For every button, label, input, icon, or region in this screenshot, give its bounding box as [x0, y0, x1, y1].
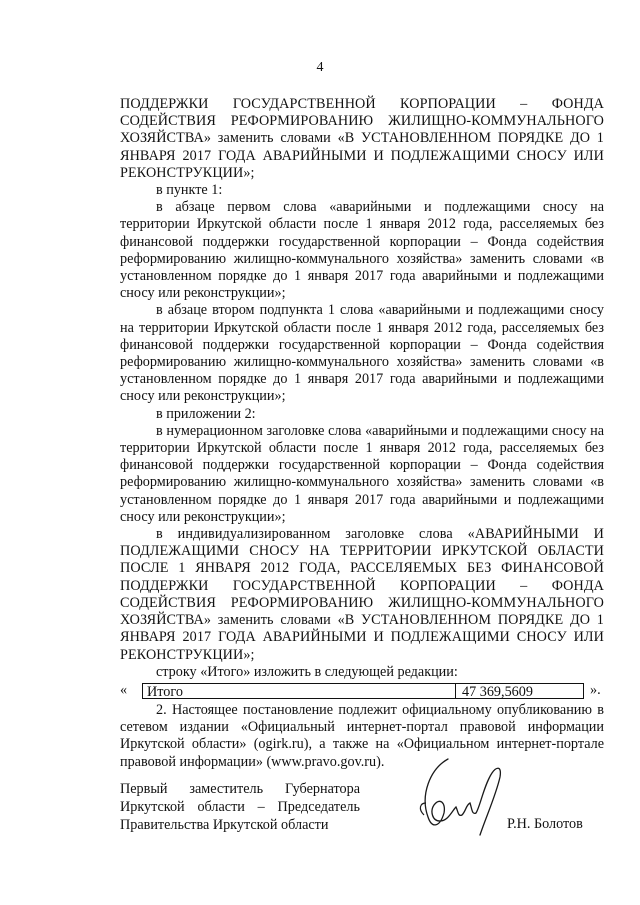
paragraph-total-row-intro: строку «Итого» изложить в следующей редакции: [156, 663, 458, 680]
total-row-close-quote: ». [590, 682, 601, 699]
handwritten-signature [400, 755, 520, 845]
signatory-word: Председатель [277, 799, 360, 815]
paragraph-individual-header: в индивидуализированном заголовке слова «АВАРИЙНЫМИ И ПОДЛЕЖАЩИМИ СНОСУ НА ТЕРРИТОРИИ ИРКУТСКОЙ ОБЛАСТИ ПОСЛЕ 1 ЯНВАРЯ 2012 ГОДА, РАССЕЛЯЕМЫХ БЕЗ ФИНАНСОВОЙ ПОДДЕРЖКИ ГОСУДАРСТВЕННОЙ КОРПОРАЦИИ – ФОНДА СОДЕЙСТВИЯ РЕФОРМИРОВАНИЮ ЖИЛИЩНО-КОММУНАЛЬНОГО ХОЗЯЙСТВА» заменить словами «В УСТАНОВЛЕННОМ ПОРЯДКЕ ДО 1 ЯНВАРЯ 2017 ГОДА АВАРИЙНЫМИ И ПОДЛЕЖАЩИМИ СНОСУ ИЛИ РЕКОНСТРУКЦИИ»; [120, 526, 604, 663]
paragraph-first-abzac: в абзаце первом слова «аварийными и подлежащими сносу на территории Иркутской области после 1 января 2012 года, расселяемых без финансовой поддержки государственной корпорации – Фонда содействия реформированию жилищно-коммунального хозяйства» заменить словами «в установленном порядке до 1 января 2017 года аварийными и подлежащими сносу или реконструкции»; [120, 199, 604, 302]
signatory-word: области [197, 799, 245, 815]
signatory-title-line-3: Правительства Иркутской области [120, 817, 329, 833]
page-number: 4 [316, 60, 324, 75]
signer-name: Р.Н. Болотов [507, 816, 583, 832]
paragraph-numbering-header: в нумерационном заголовке слова «аварийными и подлежащими сносу на территории Иркутской области после 1 января 2012 года, расселяемых без финансовой поддержки государственной корпорации – Фонда содействия реформированию жилищно-коммунального хозяйства» заменить словами «в установленном порядке до 1 января 2017 года аварийными и подлежащими сносу или реконструкции»; [120, 422, 604, 525]
signatory-title-line-2 [120, 798, 360, 816]
signatory-title [120, 780, 360, 834]
signatory-word: Первый [120, 781, 168, 797]
paragraph-appendix-2: в приложении 2: [156, 405, 256, 422]
paragraph-second-abzac: в абзаце втором подпункта 1 слова «аварийными и подлежащими сносу на территории Иркутской области после 1 января 2012 года, расселяемых без финансовой поддержки государственной корпорации – Фонда содействия реформированию жилищно-коммунального хозяйства» заменить словами «в установленном порядке до 1 января 2017 года аварийными и подлежащими сносу или реконструкции»; [120, 302, 604, 405]
paragraph-publication: 2. Настоящее постановление подлежит официальному опубликованию в сетевом издании «Официальный интернет-портал правовой информации Иркутской области» (ogirk.ru), а также на «Официальном интернет-портале правовой информации» (www.pravo.gov.ru). [120, 701, 604, 770]
document-body [120, 96, 604, 771]
signatory-word: – [257, 799, 265, 815]
total-row [120, 682, 604, 700]
paragraph-continuation: ПОДДЕРЖКИ ГОСУДАРСТВЕННОЙ КОРПОРАЦИИ – ФОНДА СОДЕЙСТВИЯ РЕФОРМИРОВАНИЮ ЖИЛИЩНО-КОММУНАЛЬНОГО ХОЗЯЙСТВА» заменить словами «В УСТАНОВЛЕННОМ ПОРЯДКЕ ДО 1 ЯНВАРЯ 2017 ГОДА АВАРИЙНЫМИ И ПОДЛЕЖАЩИМИ СНОСУ ИЛИ РЕКОНСТРУКЦИИ»; [120, 96, 604, 181]
signatory-title-line-1 [120, 780, 360, 798]
total-row-open-quote: « [120, 682, 128, 699]
paragraph-point-1: в пункте 1: [156, 182, 223, 199]
signatory-word: Иркутской [120, 799, 185, 815]
signatory-word: Губернатора [284, 781, 360, 797]
total-row-value-cell: 47 369,5609 [456, 683, 584, 699]
total-row-label-cell: Итого [142, 683, 456, 699]
signatory-word: заместитель [189, 781, 264, 797]
